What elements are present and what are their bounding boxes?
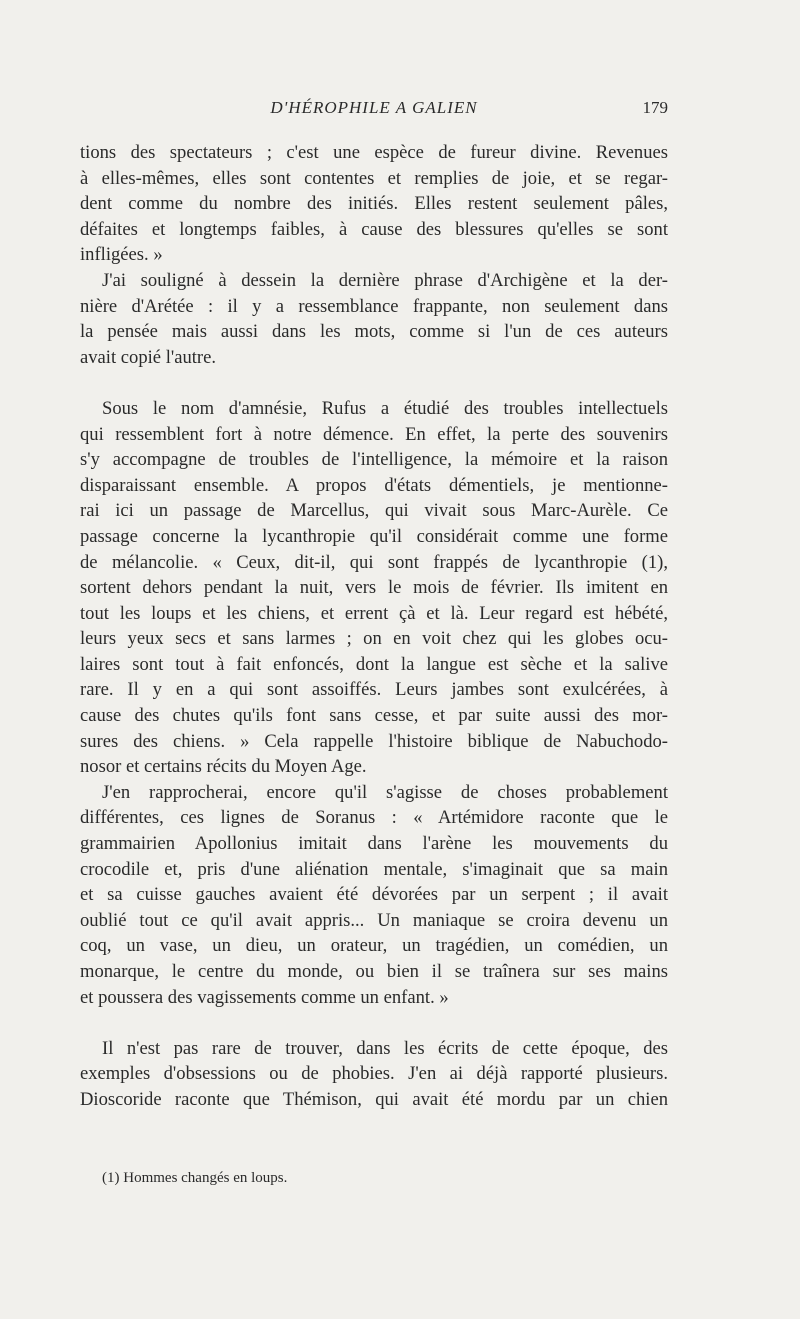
paragraph <box>80 268 668 370</box>
text-line: disparaissant ensemble. A propos d'états démentiels, je mentionne- <box>80 474 668 496</box>
text-line: sures des chiens. » Cela rappelle l'histoire biblique de Nabuchodo- <box>80 730 668 752</box>
text-line: Dioscoride raconte que Thémison, qui avait été mordu par un chien <box>80 1088 668 1110</box>
text-line: différentes, ces lignes de Soranus : « Artémidore raconte que le <box>80 807 668 829</box>
text-line: leurs yeux secs et sans larmes ; on en voit chez qui les globes ocu- <box>80 628 668 650</box>
text-line: grammairien Apollonius imitait dans l'arène les mouvements du <box>80 833 668 855</box>
text-line: J'ai souligné à dessein la dernière phrase d'Archigène et la der- <box>102 269 668 291</box>
text-line: rai ici un passage de Marcellus, qui vivait sous Marc-Aurèle. Ce <box>80 500 668 522</box>
text-line: et poussera des vagissements comme un enfant. » <box>80 986 449 1008</box>
text-line: infligées. » <box>80 244 163 266</box>
body-text <box>80 140 668 1113</box>
running-title: D'HÉROPHILE A GALIEN <box>270 98 478 117</box>
page-number: 179 <box>642 98 668 117</box>
text-line: nosor et certains récits du Moyen Age. <box>80 756 367 778</box>
text-line: sortent dehors pendant la nuit, vers le mois de février. Ils imitent en <box>80 577 668 599</box>
text-line: rare. Il y en a qui sont assoiffés. Leurs jambes sont exulcérées, à <box>80 679 668 701</box>
text-line: à elles-mêmes, elles sont contentes et remplies de joie, et se regar- <box>80 167 668 189</box>
text-line: oublié tout ce qu'il avait appris... Un maniaque se croira devenu un <box>80 909 668 931</box>
text-line: défaites et longtemps faibles, à cause des blessures qu'elles se sont <box>80 218 668 240</box>
text-line: s'y accompagne de troubles de l'intelligence, la mémoire et la raison <box>80 449 668 471</box>
text-line: Il n'est pas rare de trouver, dans les écrits de cette époque, des <box>102 1037 668 1059</box>
text-line: dent comme du nombre des initiés. Elles restent seulement pâles, <box>80 193 668 215</box>
text-line: cause des chutes qu'ils font sans cesse, et par suite aussi des mor- <box>80 705 668 727</box>
text-line: Sous le nom d'amnésie, Rufus a étudié des troubles intellectuels <box>102 397 668 419</box>
text-line: nière d'Arétée : il y a ressemblance frappante, non seulement dans <box>80 295 668 317</box>
paragraph <box>80 780 668 1010</box>
paragraph <box>80 396 668 780</box>
text-line: tions des spectateurs ; c'est une espèce de fureur divine. Revenues <box>80 142 668 163</box>
text-line: J'en rapprocherai, encore qu'il s'agisse de choses probablement <box>102 781 668 803</box>
text-line: exemples d'obsessions ou de phobies. J'en ai déjà rapporté plusieurs. <box>80 1063 668 1085</box>
text-line: passage concerne la lycanthropie qu'il considérait comme une forme <box>80 525 668 547</box>
text-line: la pensée mais aussi dans les mots, comme si l'un de ces auteurs <box>80 321 668 343</box>
page-header <box>80 98 668 122</box>
text-line: qui ressemblent fort à notre démence. En effet, la perte des souvenirs <box>80 423 668 445</box>
text-line: crocodile et, pris d'une aliénation mentale, s'imaginait que sa main <box>80 858 668 880</box>
paragraph-gap <box>80 370 668 396</box>
paragraph <box>80 1036 668 1113</box>
text-line: laires sont tout à fait enfoncés, dont la langue est sèche et la salive <box>80 653 668 675</box>
text-line: coq, un vase, un dieu, un orateur, un tragédien, un comédien, un <box>80 935 668 957</box>
text-line: monarque, le centre du monde, ou bien il se traînera sur ses mains <box>80 961 668 982</box>
text-line: de mélancolie. « Ceux, dit-il, qui sont frappés de lycanthropie (1), <box>80 551 668 573</box>
footnote: (1) Hommes changés en loups. <box>102 1170 288 1186</box>
paragraph <box>80 140 668 268</box>
text-line: avait copié l'autre. <box>80 346 217 368</box>
text-line: et sa cuisse gauches avaient été dévorées par un serpent ; il avait <box>80 884 668 906</box>
paragraph-gap <box>80 1010 668 1036</box>
text-line: tout les loups et les chiens, et errent çà et là. Leur regard est hébété, <box>80 602 668 624</box>
